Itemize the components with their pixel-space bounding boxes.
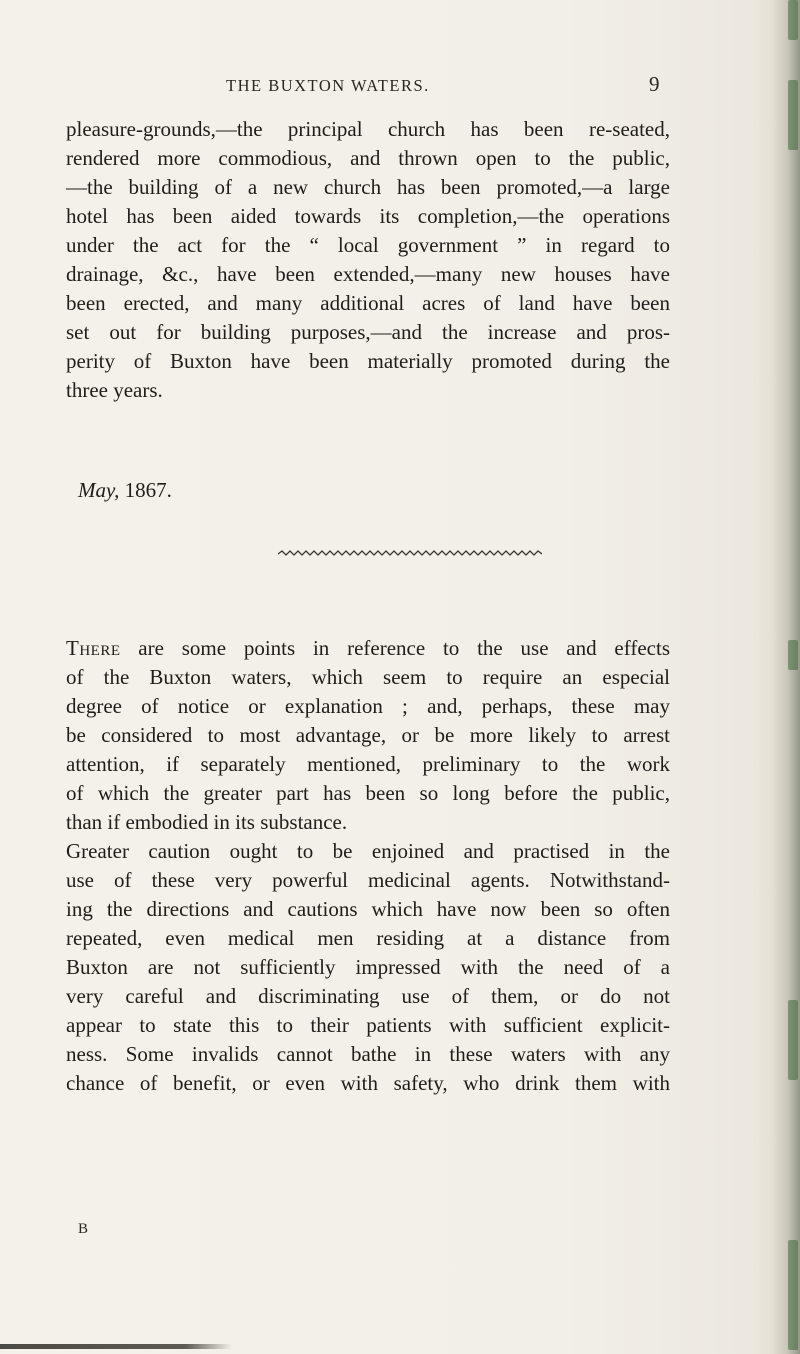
text-line: —the building of a new church has been promoted,—a large [66, 175, 670, 199]
text-line: chance of benefit, or even with safety, who drink them with [66, 1071, 670, 1095]
text-line: hotel has been aided towards its completion,—the operations [66, 204, 670, 228]
bottom-rule [0, 1344, 232, 1349]
text-line: been erected, and many additional acres of land have been [66, 291, 670, 315]
text-line: Buxton are not sufficiently impressed with the need of a [66, 955, 670, 979]
running-title: THE BUXTON WATERS. [226, 76, 430, 95]
dateline [78, 478, 172, 503]
date-year: 1867. [119, 478, 172, 502]
text-line: pleasure-grounds,—the principal church has been re-seated, [66, 117, 670, 141]
first-line-rest: are some points in reference to the use and effects [120, 636, 670, 660]
text-line: repeated, even medical men residing at a distance from [66, 926, 670, 950]
page-edge-mark [788, 640, 798, 670]
page-edge-shadow [772, 0, 800, 1354]
text-line: ness. Some invalids cannot bathe in these waters with any [66, 1042, 670, 1066]
text-line [66, 634, 670, 663]
date-month: May, [78, 478, 120, 502]
opening-word: There [66, 636, 121, 660]
text-line: under the act for the “ local government ” in regard to [66, 233, 670, 257]
text-line: ing the directions and cautions which have now been so often [66, 897, 670, 921]
text-line: be considered to most advantage, or be more likely to arrest [66, 723, 670, 747]
text-line: of the Buxton waters, which seem to require an especial [66, 665, 670, 689]
page-header [0, 72, 800, 112]
text-line: rendered more commodious, and thrown open to the public, [66, 146, 670, 170]
text-line: three years. [66, 378, 163, 402]
text-line: degree of notice or explanation ; and, perhaps, these may [66, 694, 670, 718]
text-line: very careful and discriminating use of them, or do not [66, 984, 670, 1008]
page-number: 9 [649, 72, 660, 96]
text-line: use of these very powerful medicinal agents. Notwithstand- [66, 868, 670, 892]
ornamental-divider [278, 549, 542, 559]
text-line: than if embodied in its substance. [66, 810, 348, 834]
text-line: set out for building purposes,—and the increase and pros- [66, 320, 670, 344]
page-edge-mark [788, 1240, 798, 1350]
signature-mark: B [78, 1221, 89, 1237]
text-line: of which the greater part has been so long before the public, [66, 781, 670, 805]
text-line: Greater caution ought to be enjoined and practised in the [66, 839, 670, 863]
page-edge-mark [788, 1000, 798, 1080]
page-edge-mark [788, 0, 798, 40]
body-text [66, 634, 670, 1098]
preface-paragraph [66, 115, 670, 405]
text-line: perity of Buxton have been materially promoted during the [66, 349, 670, 373]
text-line: attention, if separately mentioned, preliminary to the work [66, 752, 670, 776]
text-line: drainage, &c., have been extended,—many new houses have [66, 262, 670, 286]
text-line: appear to state this to their patients with sufficient explicit- [66, 1013, 670, 1037]
